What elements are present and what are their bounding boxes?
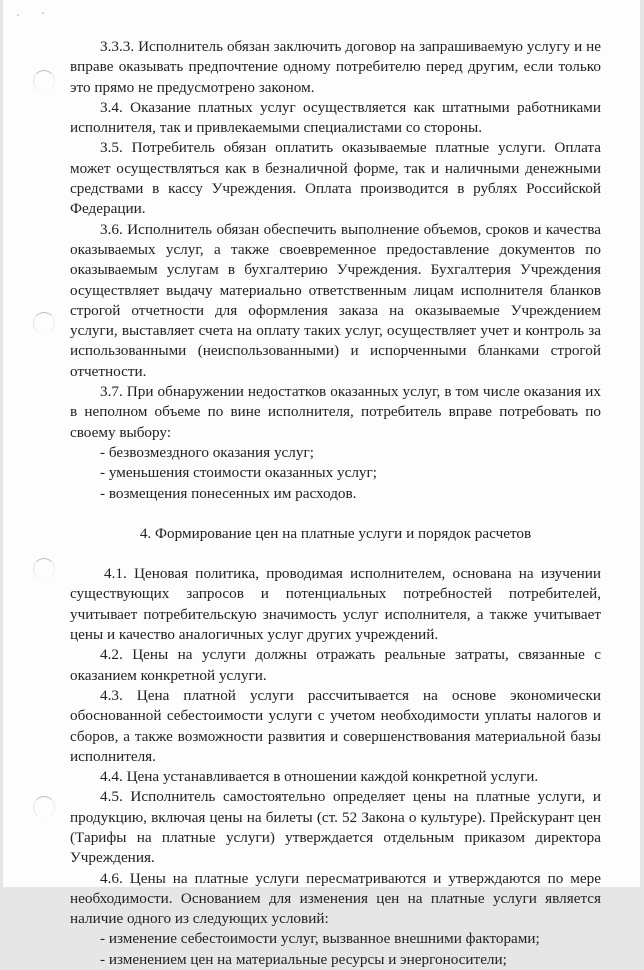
list-item: - уменьшения стоимости оказанных услуг; [100,464,377,482]
punch-hole-mark [33,312,55,334]
scanned-page [3,0,640,968]
paragraph-4-6: 4.6. Цены на платные услуги пересматриваются и утверждаются по мере необходимости. Основанием для изменения цен на платные услуги является наличие одного из следующих условий: [70,869,601,928]
list-item: - возмещения понесенных им расходов. [100,484,357,502]
paragraph-4-5: 4.5. Исполнитель самостоятельно определяет цены на платные услуги, и продукцию, включая цены на билеты (ст. 52 Закона о культуре). Прейскурант цен (Тарифы на платные услуги) утверждается отдельным приказом директора Учреждения. [70,788,601,867]
paragraph-4-3: 4.3. Цена платной услуги рассчитывается на основе экономически обоснованной себестоимости услуги с учетом необходимости уплаты налогов и сборов, а также возможности развития и совершенствования материальной базы исполнителя. [70,686,601,765]
document-body [70,37,601,970]
scan-speck [42,12,44,14]
punch-hole-mark [33,796,55,818]
paragraph-4-2: 4.2. Цены на услуги должны отражать реальные затраты, связанные с оказанием конкретной услуги. [70,646,601,684]
paragraph-4-1: 4.1. Ценовая политика, проводимая исполнителем, основана на изучении существующих запросов и потенциальных потребностей потребителей, учитывает потребительскую значимость услуг исполнителя, а также учитывает цены и качество аналогичных услуг других учреждений. [70,565,601,644]
scan-speck [17,14,19,16]
list-item: - изменение себестоимости услуг, вызванное внешними факторами; [100,930,540,948]
paragraph-3-6: 3.6. Исполнитель обязан обеспечить выполнение объемов, сроков и качества оказываемых услуг, а также своевременное предоставление документов по оказываемым услугам в бухгалтерию Учреждения. Бухгалтерия Учреждения осуществляет выдачу материально ответственным лицам исполнителя бланков строгой отчетности для оформления заказа на оказываемые Учреждением услуги, выставляет счета на оплату таких услуг, осуществляет учет и контроль за использованными (неиспользованными) и испорченными бланками строгой отчетности. [70,220,601,380]
paragraph-4-4: 4.4. Цена устанавливается в отношении каждой конкретной услуги. [100,768,539,786]
list-item: - безвозмездного оказания услуг; [100,443,314,461]
section-4-heading: 4. Формирование цен на платные услуги и порядок расчетов [139,524,532,542]
paragraph-3-7: 3.7. При обнаружении недостатков оказанных услуг, в том числе оказания их в неполном объеме по вине исполнителя, потребитель вправе потребовать по своему выбору: [70,383,601,441]
punch-hole-mark [33,558,55,580]
paragraph-3-5: 3.5. Потребитель обязан оплатить оказываемые платные услуги. Оплата может осуществляться как в безналичной форме, так и наличными денежными средствами в кассу Учреждения. Оплата производится в рублях Российской Федерации. [70,139,601,218]
paragraph-3-4: 3.4. Оказание платных услуг осуществляется как штатными работниками исполнителя, так и привлекаемыми специалистами со стороны. [70,98,601,137]
paragraph-3-3-3: 3.3.3. Исполнитель обязан заключить договор на запрашиваемую услугу и не вправе оказывать предпочтение одному потребителю перед другим, если только это прямо не предусмотрено законом. [70,38,601,96]
list-item: - изменением цен на материальные ресурсы и энергоносители; [100,950,507,968]
punch-hole-mark [33,70,55,92]
